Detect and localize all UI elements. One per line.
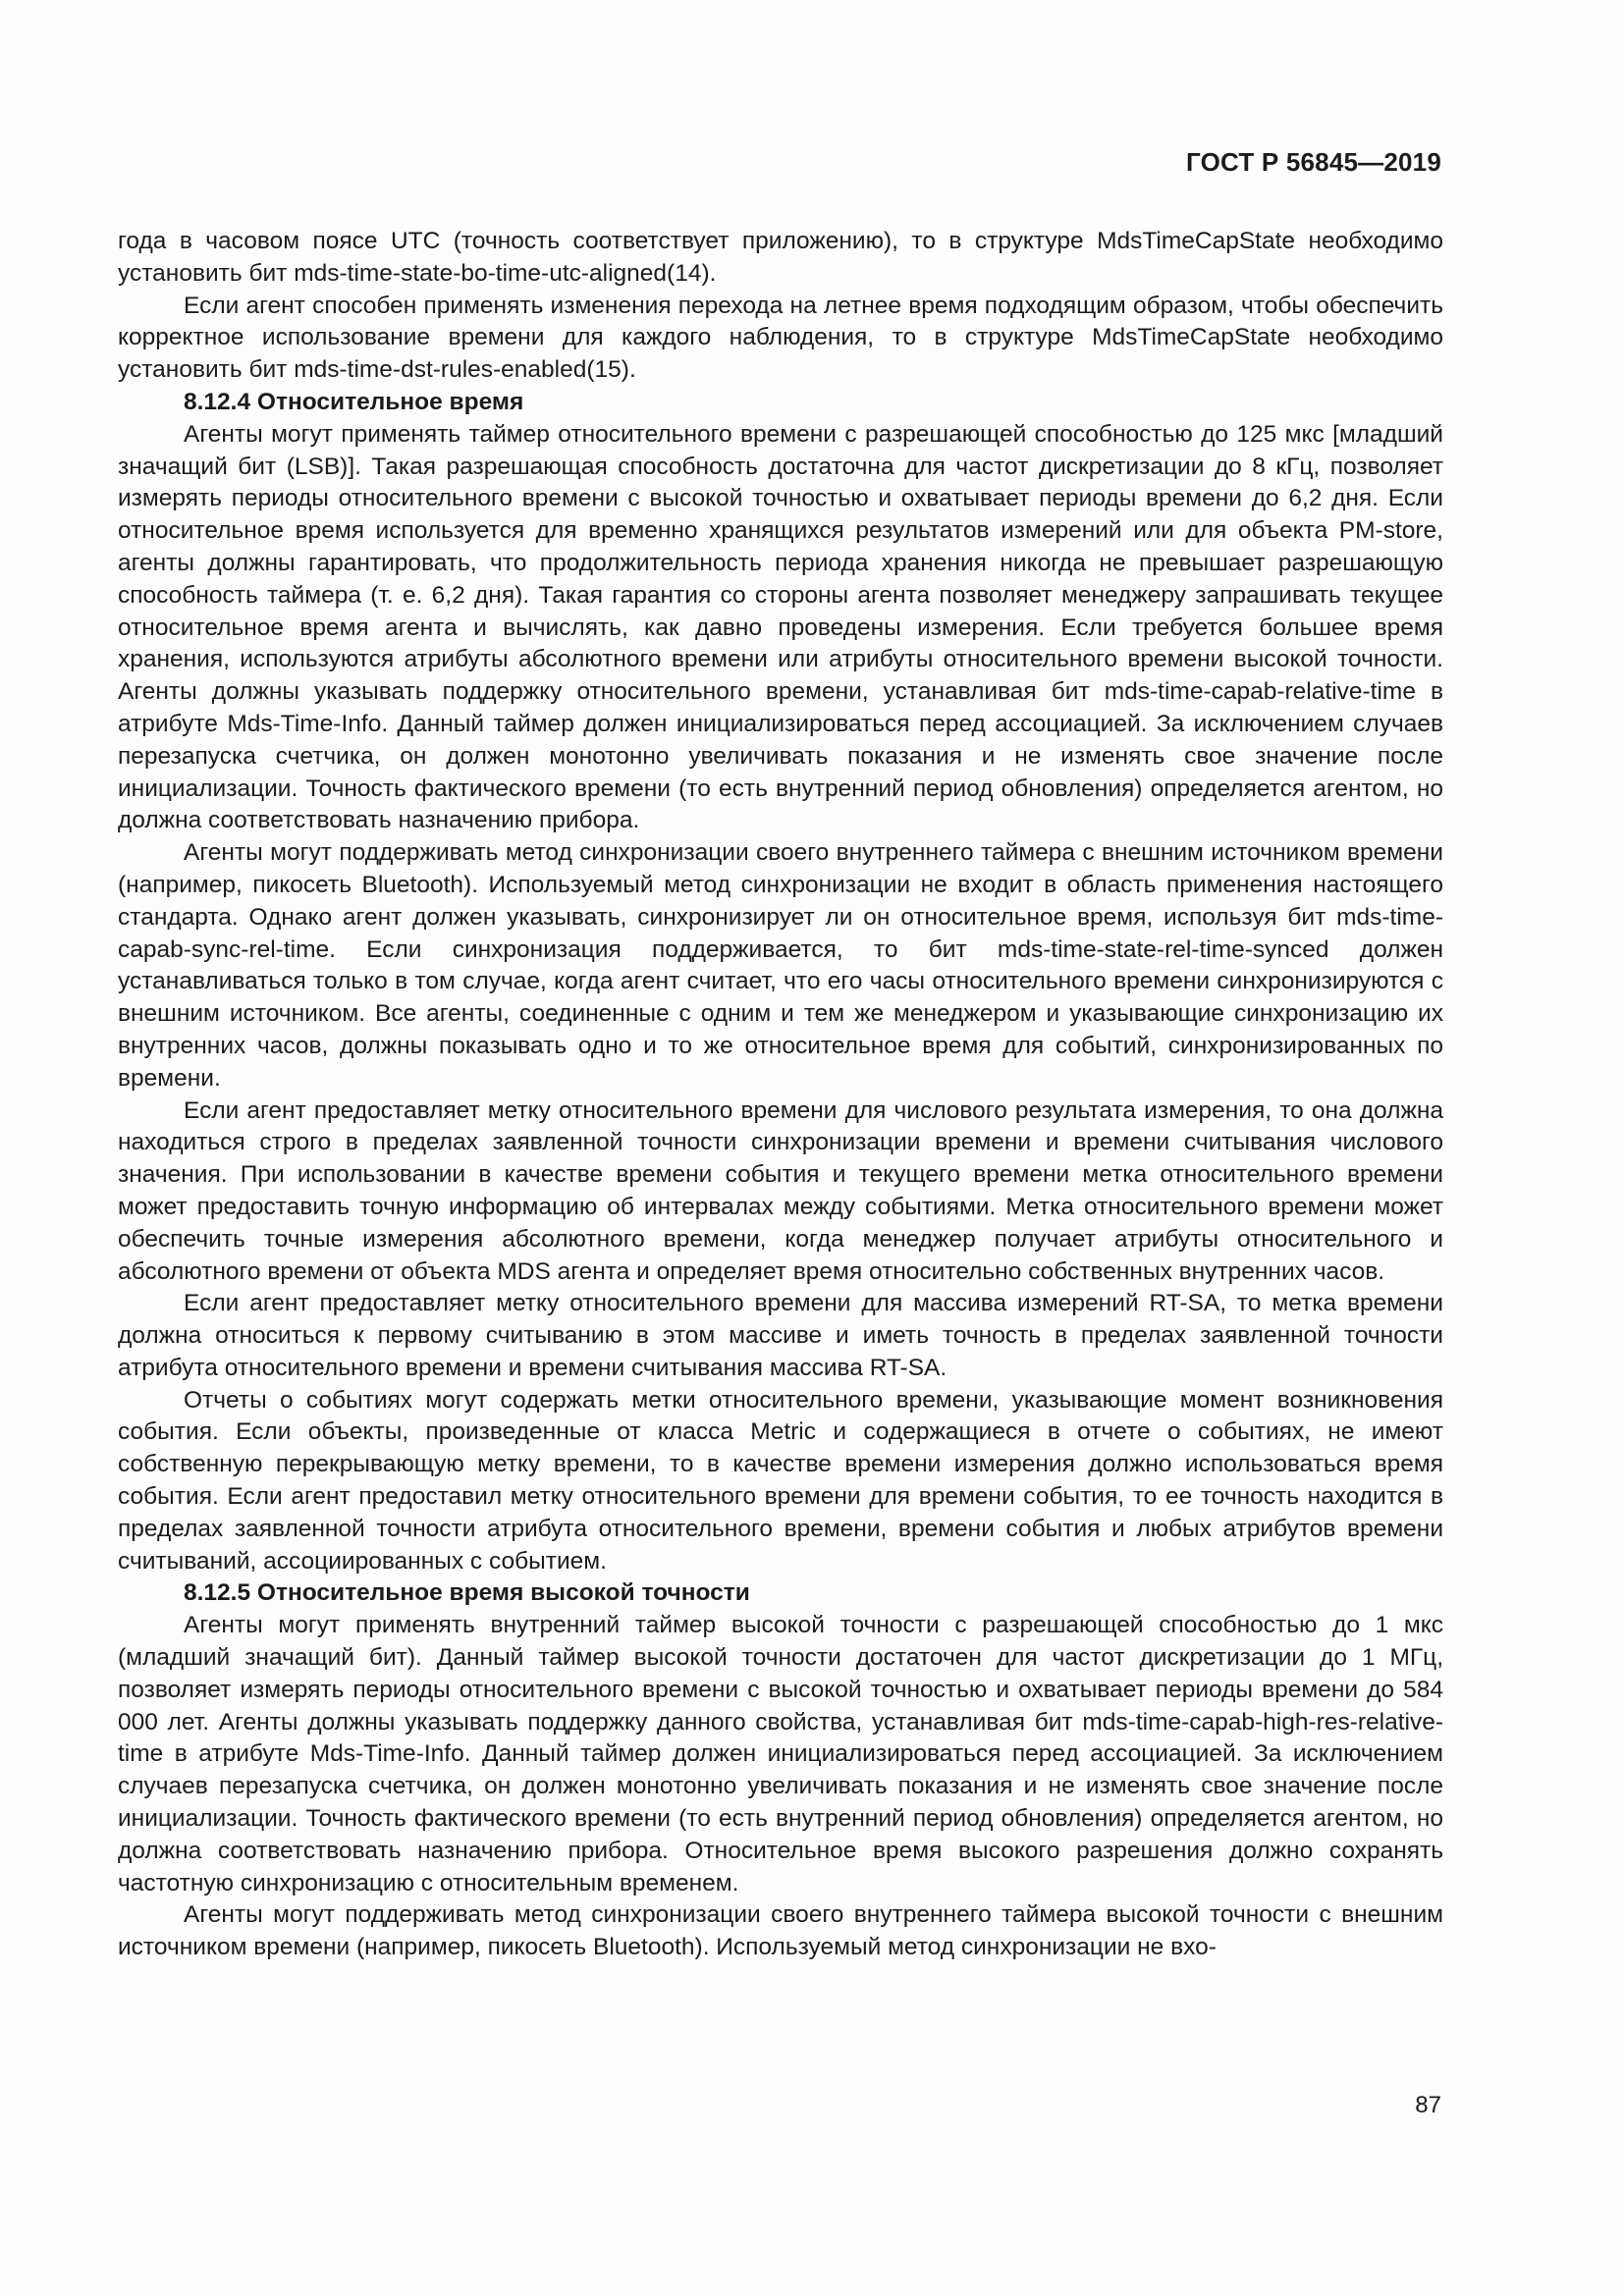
paragraph-continuation: года в часовом поясе UTC (точность соответствует приложению), то в структуре MdsTimeCapState необходимо установить бит mds-time-state-bo-time-utc-aligned(14). — [118, 228, 1443, 287]
paragraph-numeric-timestamp: Если агент предоставляет метку относительного времени для числового результата измерения, то она должна находиться строго в пределах заявленной точности синхронизации времени и времени считывания числового значения. При использовании в качестве времени события и текущего времени метка относительного времени может предоставить точную информацию об интервалах между событиями. Метка относительного времени может обеспечить точные измерения абсолютного времени, когда менеджер получает атрибуты относительного и абсолютного времени от объекта MDS агента и определяет время относительно собственных внутренних часов. — [118, 1096, 1443, 1285]
section-heading-8-12-5: 8.12.5 Относительное время высокой точности — [184, 1579, 750, 1607]
paragraph-dst-rules: Если агент способен применять изменения перехода на летнее время подходящим образом, чтобы обеспечить корректное использование времени для каждого наблюдения, то в структуре MdsTimeCapState необходимо установить бит mds-time-dst-rules-enabled(15). — [118, 292, 1443, 384]
document-header: ГОСТ Р 56845—2019 — [1186, 147, 1441, 177]
paragraph-high-res-sync: Агенты могут поддерживать метод синхронизации своего внутреннего таймера высокой точности с внешним источником времени (например, пикосеть Bluetooth). Используемый метод синхронизации не вхо- — [118, 1901, 1443, 1961]
paragraph-relative-timer: Агенты могут применять таймер относительного времени с разрешающей способностью до 125 мкс [младший значащий бит (LSB)]. Такая разрешающая способность достаточна для частот дискретизации до 8 кГц, позволяет измерять периоды относительного времени с высокой точностью и охватывает периоды времени до 6,2 дня. Если относительное время используется для временно хранящихся результатов измерений или для объекта PM-store, агенты должны гарантировать, что продолжительность периода хранения никогда не превышает разрешающую способность таймера (т. е. 6,2 дня). Такая гарантия со стороны агента позволяет менеджеру запрашивать текущее относительное время агента и вычислять, как давно проведены измерения. Если требуется большее время хранения, используются атрибуты абсолютного времени или атрибуты относительного времени высокой точности. Агенты должны указывать поддержку относительного времени, устанавливая бит mds-time-capab-relative-time в атрибуте Mds-Time-Info. Данный таймер должен инициализироваться перед ассоциацией. За исключением случаев перезапуска счетчика, он должен монотонно увеличивать показания и не изменять свое значение после инициализации. Точность фактического времени (то есть внутренний период обновления) определяется агентом, но должна соответствовать назначению прибора. — [118, 420, 1443, 834]
page-number: 87 — [1415, 2092, 1441, 2118]
paragraph-rt-sa-timestamp: Если агент предоставляет метку относительного времени для массива измерений RT-SA, то метка времени должна относиться к первому считыванию в этом массиве и иметь точность в пределах заявленной точности атрибута относительного времени и времени считывания массива RT-SA. — [118, 1290, 1443, 1381]
paragraph-sync-method: Агенты могут поддерживать метод синхронизации своего внутреннего таймера с внешним источником времени (например, пикосеть Bluetooth). Используемый метод синхронизации не входит в область применения настоящего стандарта. Однако агент должен указывать, синхронизирует ли он относительное время, используя бит mds-time-capab-sync-rel-time. Если синхронизация поддерживается, то бит mds-time-state-rel-time-synced должен устанавливаться только в том случае, когда агент считает, что его часы относительного времени синхронизируются с внешним источником. Все агенты, соединенные с одним и тем же менеджером и указывающие синхронизацию их внутренних часов, должны показывать одно и то же относительное время для событий, синхронизированных по времени. — [118, 839, 1443, 1092]
page-body — [118, 226, 1443, 1964]
paragraph-event-reports: Отчеты о событиях могут содержать метки относительного времени, указывающие момент возникновения события. Если объекты, произведенные от класса Metric и содержащиеся в отчете о событиях, не имеют собственную перекрывающую метку времени, то в качестве времени измерения должно использоваться время события. Если агент предоставил метку относительного времени для времени события, то ее точность находится в пределах заявленной точности атрибута относительного времени, времени события и любых атрибутов времени считываний, ассоциированных с событием. — [118, 1386, 1443, 1575]
paragraph-high-res-timer: Агенты могут применять внутренний таймер высокой точности с разрешающей способностью до 1 мкс (младший значащий бит). Данный таймер высокой точности достаточен для частот дискретизации до 1 МГц, позволяет измерять периоды относительного времени с высокой точностью и охватывает периоды времени до 584 000 лет. Агенты должны указывать поддержку данного свойства, устанавливая бит mds-time-capab-high-res-relative-time в атрибуте Mds-Time-Info. Данный таймер должен инициализироваться перед ассоциацией. За исключением случаев перезапуска счетчика, он должен монотонно увеличивать показания и не изменять свое значение после инициализации. Точность фактического времени (то есть внутренний период обновления) определяется агентом, но должна соответствовать назначению прибора. Относительное время высокого разрешения должно сохранять частотную синхронизацию с относительным временем. — [118, 1612, 1443, 1896]
section-heading-8-12-4: 8.12.4 Относительное время — [184, 388, 524, 415]
